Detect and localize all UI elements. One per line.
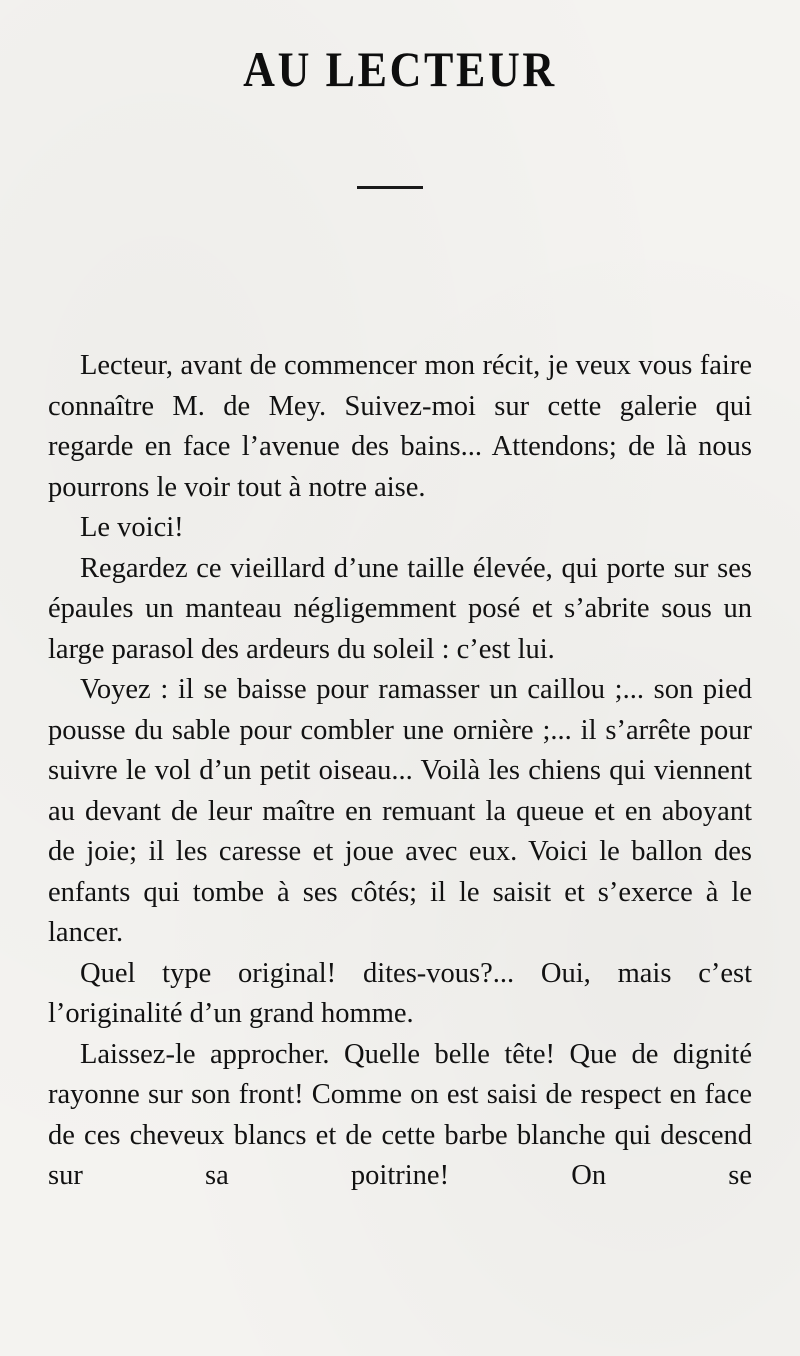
paragraph: Laissez-le approcher. Quelle belle tête! Que de dignité rayonne sur son front! Comme on est saisi de respect en face de ces cheveux blancs et de cette barbe blanche qui descend sur sa poitrine! On se: [48, 1038, 752, 1191]
paragraph: Lecteur, avant de commencer mon récit, je veux vous faire connaître M. de Mey. Suivez-moi sur cette galerie qui regarde en face l’avenue des bains... Attendons; de là nous pourrons le voir tout à notre aise.: [48, 350, 752, 503]
paragraph: Regardez ce vieillard d’une taille élevée, qui porte sur ses épaules un manteau négligemment posé et s’abrite sous un large parasol des ardeurs du soleil : c’est lui.: [48, 552, 752, 665]
paragraph: Quel type original! dites-vous?... Oui, mais c’est l’originalité d’un grand homme.: [48, 957, 752, 1029]
body-text: [48, 346, 752, 1197]
paragraph: Le voici!: [80, 512, 184, 543]
paragraph: Voyez : il se baisse pour ramasser un caillou ;... son pied pousse du sable pour combler une ornière ;... il s’arrête pour suivre le vol d’un petit oiseau... Voilà les chiens qui viennent au devant de leur maître en remuant la queue et en aboyant de joie; il les caresse et joue avec eux. Voici le ballon des enfants qui tombe à ses côtés; il le saisit et s’exerce à le lancer.: [48, 674, 752, 948]
page-title: AU LECTEUR: [243, 41, 557, 97]
title-divider: [357, 186, 423, 189]
